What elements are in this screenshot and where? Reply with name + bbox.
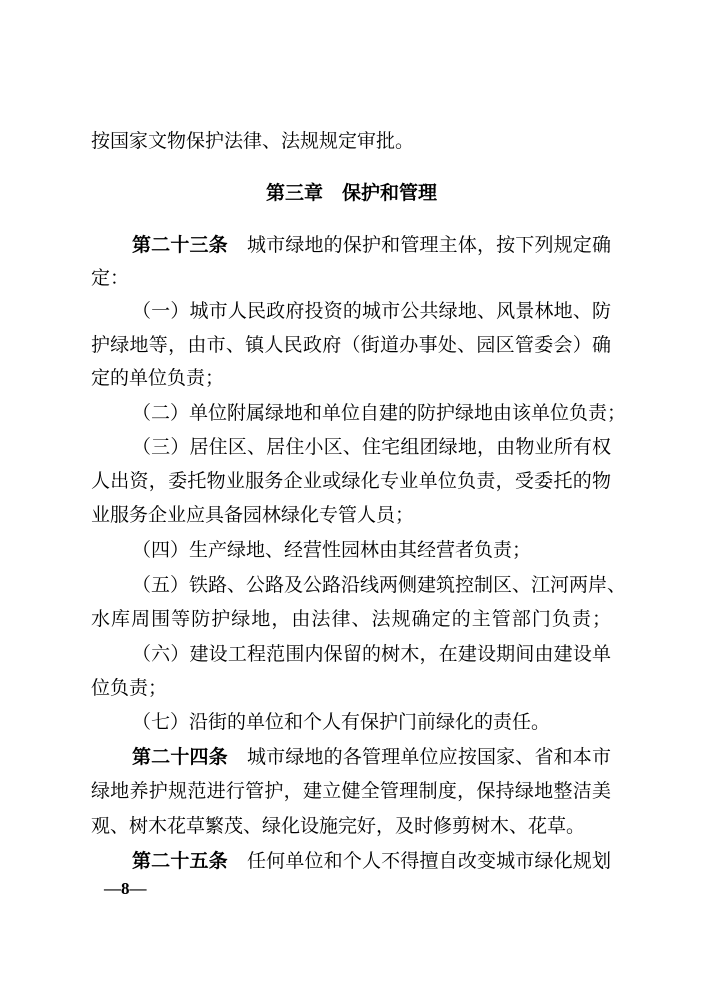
text-line: 人出资，委托物业服务企业或绿化专业单位负责，受委托的物 [91, 470, 611, 492]
text-line: 业服务企业应具备园林绿化专管人员； [91, 504, 415, 526]
article-25-line [132, 846, 611, 876]
text-line: 定的单位负责； [91, 367, 225, 389]
article-24-text: 城市绿地的各管理单位应按国家、省和本市 [246, 746, 611, 768]
text-line: 水库周围等防护绿地，由法律、法规确定的主管部门负责； [91, 608, 611, 630]
text-line: （二）单位附属绿地和单位自建的防护绿地由该单位负责； [132, 402, 627, 424]
text-line: 位负责； [91, 677, 168, 699]
text-line: （五）铁路、公路及公路沿线两侧建筑控制区、江河两岸、 [132, 574, 627, 596]
text-line: 绿地养护规范进行管护，建立健全管理制度，保持绿地整洁美 [91, 780, 611, 802]
text-line: 护绿地等，由市、镇人民政府（街道办事处、园区管委会）确 [91, 334, 611, 356]
text-line: 观、树木花草繁茂、绿化设施完好，及时修剪树木、花草。 [91, 815, 586, 837]
text-line: （一）城市人民政府投资的城市公共绿地、风景林地、防 [132, 300, 611, 322]
article-23-label: 第二十三条 [132, 234, 228, 256]
text-line: （六）建设工程范围内保留的树木，在建设期间由建设单 [132, 643, 611, 665]
text-line: （四）生产绿地、经营性园林由其经营者负责； [132, 539, 532, 561]
page-number: —8— [104, 879, 147, 898]
article-23-text: 城市绿地的保护和管理主体，按下列规定确 [246, 234, 611, 256]
text-line: （七）沿街的单位和个人有保护门前绿化的责任。 [132, 711, 551, 733]
chapter-title: 第三章 保护和管理 [265, 182, 437, 204]
article-24-line [132, 742, 611, 772]
article-23-line [132, 230, 611, 260]
article-25-label: 第二十五条 [132, 850, 228, 872]
text-line: 定： [91, 267, 130, 289]
article-25-text: 任何单位和个人不得擅自改变城市绿化规划 [246, 850, 611, 872]
article-24-label: 第二十四条 [132, 746, 228, 768]
text-line: 按国家文物保护法律、法规规定审批。 [91, 130, 415, 152]
text-line: （三）居住区、居住小区、住宅组团绿地，由物业所有权 [132, 436, 611, 458]
